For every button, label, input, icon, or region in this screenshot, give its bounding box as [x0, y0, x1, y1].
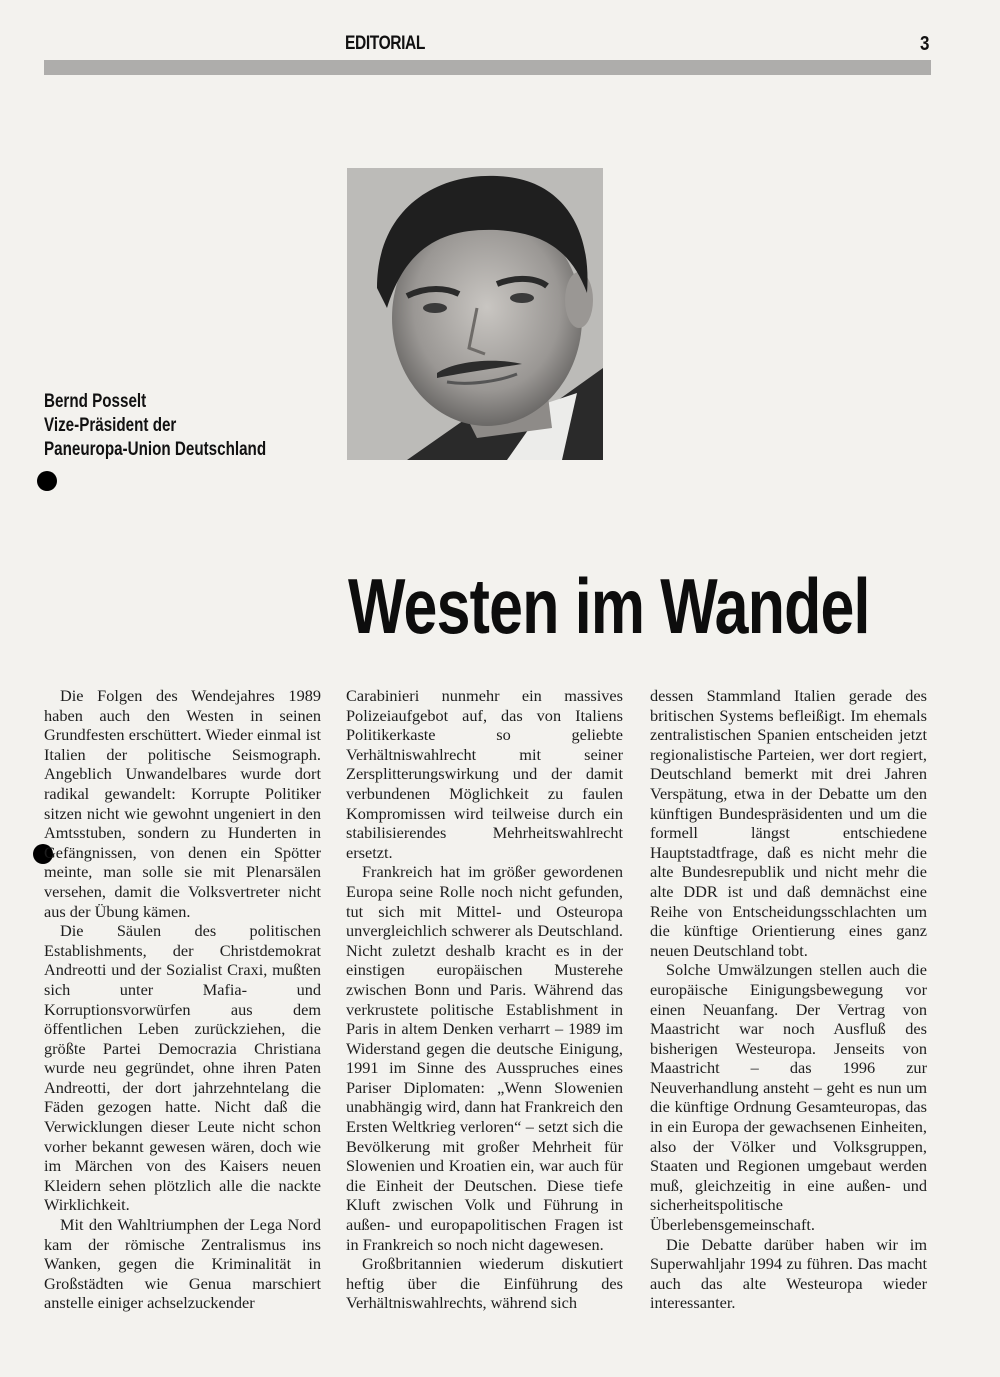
paragraph: Solche Umwälzungen stellen auch die europäische Einigungsbewegung vor einen Neuanfang. Der Vertrag von Maastricht war noch Ausfluß des bisherigen Westeuropa. Jenseits von Maastricht – das 1996 zur Neuverhandlung ansteht – geht es nun um die künftige Ordnung Gesamteuropas, das in ein Europa der gewachsenen Einheiten, also der Völker und Volksgruppen, Staaten und Regionen umgebaut werden muß, gleichzeitig in eine außen- und sicherheitspolitische Überlebensgemeinschaft. [650, 960, 927, 1235]
article-column-1 [44, 686, 321, 1313]
portrait-image [347, 168, 603, 460]
paragraph: Die Säulen des politischen Establishments, der Christdemokrat Andreotti und der Sozialist Craxi, mußten sich unter Mafia- und Korruptionsvorwürfen aus dem öffentlichen Leben zurückziehen, die größte Partei Democrazia Christiana wurde neu gegründet, ohne ihren Paten Andreotti, der dort jahrzehntelang die Fäden gezogen hatte. Nicht daß die Verwicklungen dieser Leute nicht schon vorher bekannt gewesen wären, doch wie im Märchen von des Kaisers neuen Kleidern sehen plötzlich alle die nackte Wirklichkeit. [44, 921, 321, 1215]
header-bar [44, 60, 931, 75]
article-column-3 [650, 686, 927, 1313]
author-byline [44, 390, 266, 462]
paragraph: Großbritannien wiederum diskutiert heftig über die Einführung des Verhältniswahlrechts, während sich [346, 1254, 623, 1313]
author-name: Bernd Posselt [44, 391, 147, 412]
paragraph: Die Folgen des Wendejahres 1989 haben auch den Westen in seinen Grundfesten erschüttert. Wieder einmal ist Italien der politische Seismograph. Angeblich Unwandelbares wurde dort radikal gewandelt: Korrupte Politiker sitzen nicht wie gewohnt ungeniert in den Amtsstuben, sondern zu Hunderten in Gefängnissen, von denen ein Spötter meinte, man solle sie mit Plenarsälen versehen, damit die Volksvertreter nicht aus der Übung kämen. [44, 686, 321, 921]
paragraph: Frankreich hat im größer gewordenen Europa seine Rolle noch nicht gefunden, tut sich mit Mittel- und Osteuropa unvergleichlich schwerer als Deutschland. Nicht zuletzt deshalb kracht es in der einstigen europäischen Musterehe zwischen Bonn und Paris. Während das verkrustete politische Establishment in Paris in altem Denken verharrt – 1989 im Widerstand gegen die deutsche Einigung, 1991 im Sinne des Ausspruches eines Pariser Diplomaten: „Wenn Slowenien unabhängig wird, dann hat Frankreich den Ersten Weltkrieg verloren“ – setzt sich die Bevölkerung mit großer Mehrheit für Slowenien und Kroatien ein, war auch für die Einheit der Deutschen. Diese tiefe Kluft zwischen Volk und Führung in außen- und europapolitischen Fragen ist in Frankreich so noch nicht dagewesen. [346, 862, 623, 1254]
article-column-2 [346, 686, 623, 1313]
paragraph: Die Debatte darüber haben wir im Superwahljahr 1994 zu führen. Das macht auch das alte Westeuropa wieder interessanter. [650, 1234, 927, 1313]
paragraph: dessen Stammland Italien gerade des britischen Systems befleißigt. Im ehemals zentralistischen Spanien entscheiden jetzt regionalistische Parteien, wer dort regiert, Deutschland bemerkt mit drei Jahren Verspätung, etwa in der Debatte um den künftigen Bundespräsidenten und um die formell längst entschiedene Hauptstadtfrage, daß es nicht mehr die alte Bundesrepublik und nicht mehr die alte DDR ist und daß demnächst eine Reihe von Entscheidungsschlachten um die künftige Orientierung eines ganz neuen Deutschland tobt. [650, 686, 927, 960]
section-header-label: EDITORIAL [345, 33, 425, 54]
page-number: 3 [920, 33, 930, 55]
paragraph: Carabinieri nunmehr ein massives Polizeiaufgebot auf, das von Italiens Politikerkaste so geliebte Verhältniswahlrecht mit seiner Zersplitterungswirkung und der damit verbundenen Möglichkeit zu faulen Kompromissen wird teilweise durch ein stabilisierendes Mehrheitswahlrecht ersetzt. [346, 686, 623, 862]
punch-hole-dot [37, 471, 57, 491]
author-role-line1: Vize-Präsident der [44, 415, 177, 436]
paragraph: Mit den Wahltriumphen der Lega Nord kam der römische Zentralismus ins Wanken, gegen die Kriminalität in Großstädten wie Genua marschiert anstelle einiger achselzuckender [44, 1215, 321, 1313]
author-photo [347, 168, 603, 460]
author-role-line2: Paneuropa-Union Deutschland [44, 439, 267, 460]
article-title: Westen im Wandel [348, 562, 870, 650]
